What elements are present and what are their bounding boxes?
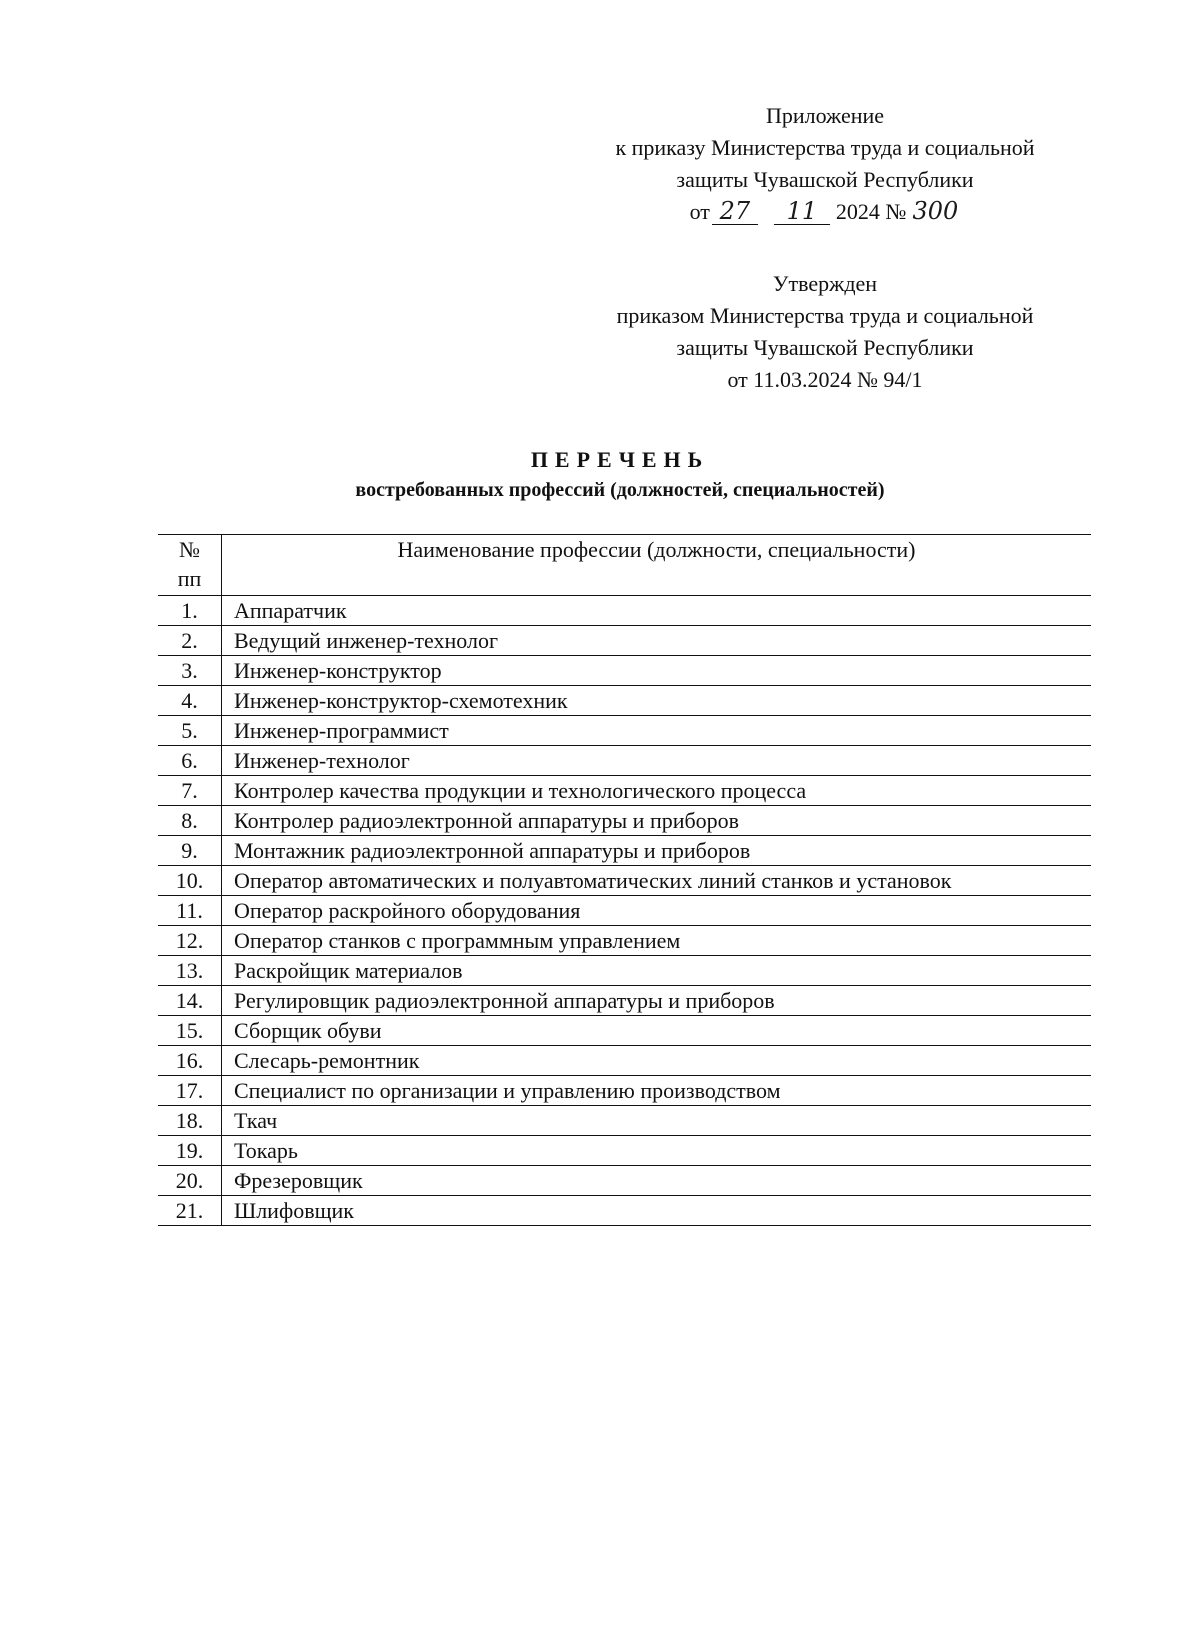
profession-name: Слесарь-ремонтник bbox=[234, 1048, 420, 1073]
header-name: Наименование профессии (должности, специальности) bbox=[397, 537, 916, 562]
approved-heading: Утвержден bbox=[772, 271, 878, 296]
row-number: 21. bbox=[158, 1196, 222, 1226]
table-row bbox=[158, 1136, 1091, 1166]
row-number: 17. bbox=[158, 1076, 222, 1106]
appendix-order-ref: к приказу Министерства труда и социальной bbox=[615, 135, 1035, 160]
row-number: 7. bbox=[158, 776, 222, 806]
table-row bbox=[158, 1106, 1091, 1136]
row-number: 20. bbox=[158, 1166, 222, 1196]
table-row bbox=[158, 986, 1091, 1016]
table-row bbox=[158, 866, 1091, 896]
approved-block bbox=[575, 268, 1075, 396]
row-number: 12. bbox=[158, 926, 222, 956]
date-prefix: от bbox=[689, 199, 710, 224]
row-number: 11. bbox=[158, 896, 222, 926]
handwritten-month: 11 bbox=[774, 198, 830, 225]
appendix-date-line bbox=[575, 196, 1075, 228]
table-row bbox=[158, 746, 1091, 776]
row-number: 18. bbox=[158, 1106, 222, 1136]
row-number: 4. bbox=[158, 686, 222, 716]
table-header-row bbox=[158, 535, 1091, 596]
row-number: 14. bbox=[158, 986, 222, 1016]
table-row bbox=[158, 1196, 1091, 1226]
row-number: 19. bbox=[158, 1136, 222, 1166]
profession-name: Инженер-технолог bbox=[234, 748, 410, 773]
profession-name: Монтажник радиоэлектронной аппаратуры и приборов bbox=[234, 838, 751, 863]
table-row bbox=[158, 686, 1091, 716]
row-number: 10. bbox=[158, 866, 222, 896]
table-row bbox=[158, 806, 1091, 836]
table-row bbox=[158, 926, 1091, 956]
row-number: 2. bbox=[158, 626, 222, 656]
table-row bbox=[158, 1166, 1091, 1196]
table-row bbox=[158, 1046, 1091, 1076]
row-number: 3. bbox=[158, 656, 222, 686]
table-row bbox=[158, 896, 1091, 926]
date-year: 2024 № bbox=[835, 199, 907, 224]
row-number: 6. bbox=[158, 746, 222, 776]
appendix-block bbox=[575, 100, 1075, 228]
profession-name: Шлифовщик bbox=[234, 1198, 354, 1223]
table-row bbox=[158, 1016, 1091, 1046]
profession-name: Аппаратчик bbox=[234, 598, 347, 623]
table-row bbox=[158, 1076, 1091, 1106]
document-subtitle: востребованных профессий (должностей, специальностей) bbox=[355, 479, 885, 501]
profession-name: Оператор раскройного оборудования bbox=[234, 898, 581, 923]
profession-name: Инженер-конструктор-схемотехник bbox=[234, 688, 568, 713]
header-num-symbol: № bbox=[179, 537, 200, 562]
document-title: ПЕРЕЧЕНЬ bbox=[530, 447, 710, 472]
handwritten-day: 27 bbox=[712, 198, 758, 225]
row-number: 8. bbox=[158, 806, 222, 836]
approved-date: от 11.03.2024 № 94/1 bbox=[727, 367, 923, 392]
table-body bbox=[158, 596, 1091, 1226]
profession-name: Фрезеровщик bbox=[234, 1168, 363, 1193]
row-number: 13. bbox=[158, 956, 222, 986]
approved-order-ref: приказом Министерства труда и социальной bbox=[616, 303, 1034, 328]
header-num-abbr: пп bbox=[177, 566, 202, 591]
table-row bbox=[158, 836, 1091, 866]
professions-table bbox=[158, 534, 1091, 1226]
profession-name: Оператор автоматических и полуавтоматических линий станков и установок bbox=[234, 868, 952, 893]
table-row bbox=[158, 626, 1091, 656]
table-row bbox=[158, 656, 1091, 686]
appendix-ministry: защиты Чувашской Республики bbox=[676, 167, 974, 192]
row-number: 9. bbox=[158, 836, 222, 866]
profession-name: Инженер-конструктор bbox=[234, 658, 442, 683]
table-header bbox=[158, 535, 1091, 596]
profession-name: Ведущий инженер-технолог bbox=[234, 628, 498, 653]
profession-name: Контролер качества продукции и технологического процесса bbox=[234, 778, 807, 803]
profession-name: Сборщик обуви bbox=[234, 1018, 382, 1043]
profession-name: Раскройщик материалов bbox=[234, 958, 463, 983]
table-row bbox=[158, 596, 1091, 626]
title-block bbox=[150, 445, 1090, 505]
table-row bbox=[158, 956, 1091, 986]
row-number: 15. bbox=[158, 1016, 222, 1046]
profession-name: Оператор станков с программным управлением bbox=[234, 928, 681, 953]
profession-name: Инженер-программист bbox=[234, 718, 449, 743]
profession-name: Регулировщик радиоэлектронной аппаратуры и приборов bbox=[234, 988, 775, 1013]
profession-name: Контролер радиоэлектронной аппаратуры и приборов bbox=[234, 808, 740, 833]
professions-table-container bbox=[158, 534, 1091, 1226]
profession-name: Специалист по организации и управлению производством bbox=[234, 1078, 781, 1103]
row-number: 5. bbox=[158, 716, 222, 746]
profession-name: Токарь bbox=[234, 1138, 298, 1163]
handwritten-order-number: 300 bbox=[912, 197, 959, 225]
table-row bbox=[158, 776, 1091, 806]
table-row bbox=[158, 716, 1091, 746]
approved-ministry: защиты Чувашской Республики bbox=[676, 335, 974, 360]
row-number: 1. bbox=[158, 596, 222, 626]
row-number: 16. bbox=[158, 1046, 222, 1076]
header-num bbox=[158, 535, 222, 596]
appendix-heading: Приложение bbox=[765, 103, 885, 128]
profession-name: Ткач bbox=[234, 1108, 278, 1133]
